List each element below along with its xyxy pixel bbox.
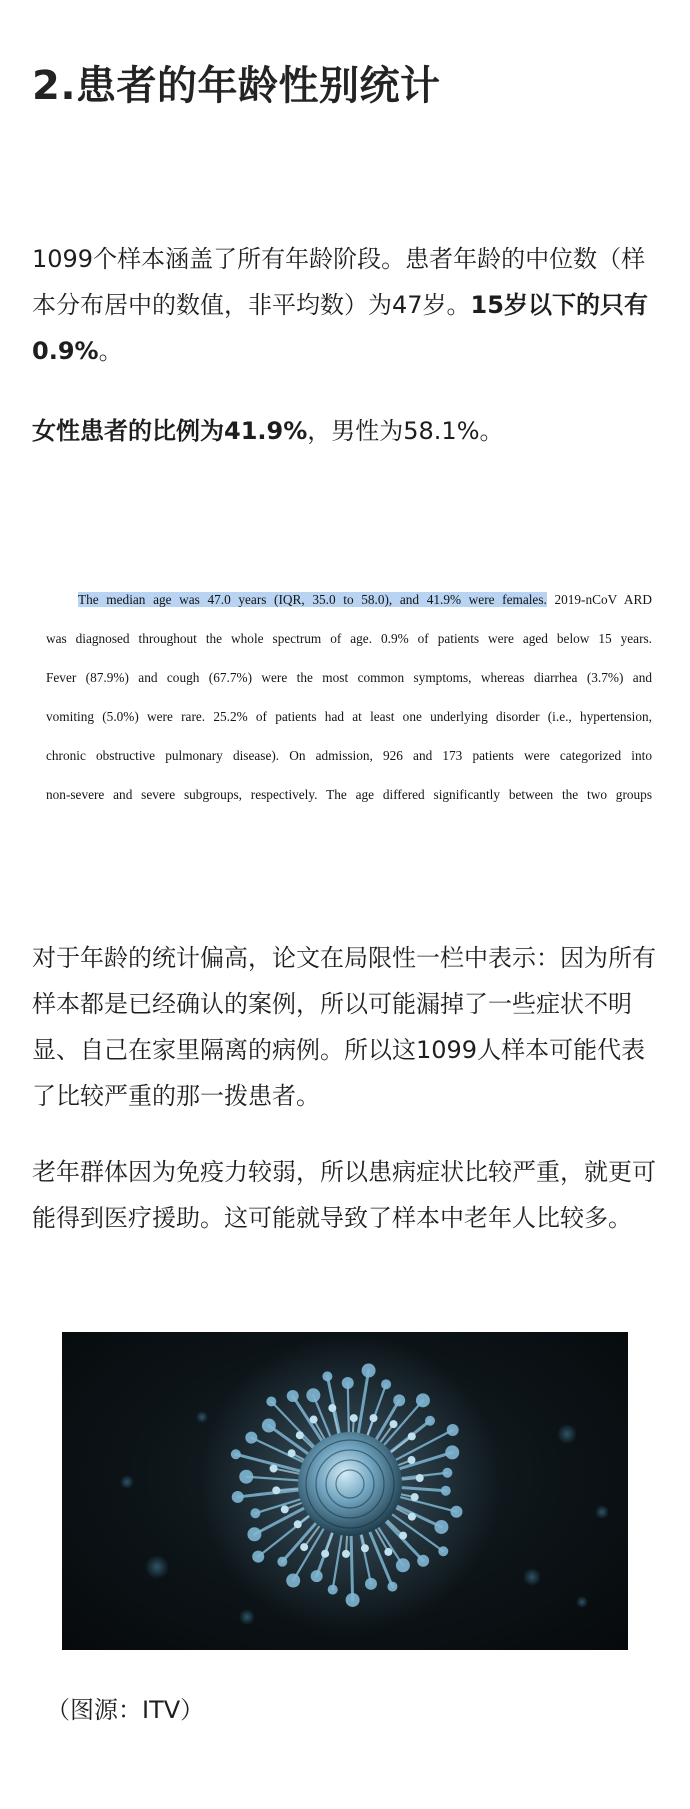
excerpt-line: was diagnosed throughout the whole spectrum of age. 0.9% of patients were aged below 15 years.	[46, 631, 652, 646]
paragraph-bold-text: 女性患者的比例为41.9%	[32, 417, 308, 445]
excerpt-text: 2019-nCoV ARD	[546, 592, 652, 607]
excerpt-line: chronic obstructive pulmonary disease). On admission, 926 and 173 patients were categorized into	[46, 748, 652, 763]
paragraph-elderly: 老年群体因为免疫力较弱，所以患病症状比较严重，就更可能得到医疗援助。这可能就导致了样本中老年人比较多。	[32, 1158, 656, 1232]
virus-icon	[62, 1332, 628, 1650]
paragraph-text: 。	[98, 337, 123, 365]
excerpt-line: Fever (87.9%) and cough (67.7%) were the most common symptoms, whereas diarrhea (3.7%) and	[46, 670, 652, 685]
virus-image	[62, 1332, 628, 1650]
paragraph-age-stats	[32, 236, 660, 374]
paragraph-text: 1099个样本涵盖了所有年龄阶段。患者年龄的中位数（样本分布居中的数值，非平均数）为47岁。	[32, 245, 646, 319]
excerpt-line	[46, 580, 652, 619]
paragraph-bold-text: 15岁以下的只有0.9%	[32, 291, 648, 365]
excerpt-line: vomiting (5.0%) were rare. 25.2% of patients had at least one underlying disorder (i.e., hypertension,	[46, 709, 652, 724]
excerpt-line: non-severe and severe subgroups, respectively. The age differed significantly between the two groups	[46, 787, 652, 802]
excerpt-highlight: The median age was 47.0 years (IQR, 35.0 to 58.0), and 41.9% were females.	[78, 592, 547, 607]
section-heading: 2.患者的年龄性别统计	[32, 63, 441, 109]
paragraph-gender-stats	[32, 408, 660, 454]
image-caption: （图源：ITV）	[46, 1696, 205, 1724]
paragraph-limitations: 对于年龄的统计偏高，论文在局限性一栏中表示：因为所有样本都是已经确认的案例，所以可能漏掉了一些症状不明显、自己在家里隔离的病例。所以这1099人样本可能代表了比较严重的那一拨患者。	[32, 944, 656, 1110]
paragraph-text: ，男性为58.1%。	[307, 417, 504, 445]
paper-excerpt-image	[46, 580, 652, 814]
